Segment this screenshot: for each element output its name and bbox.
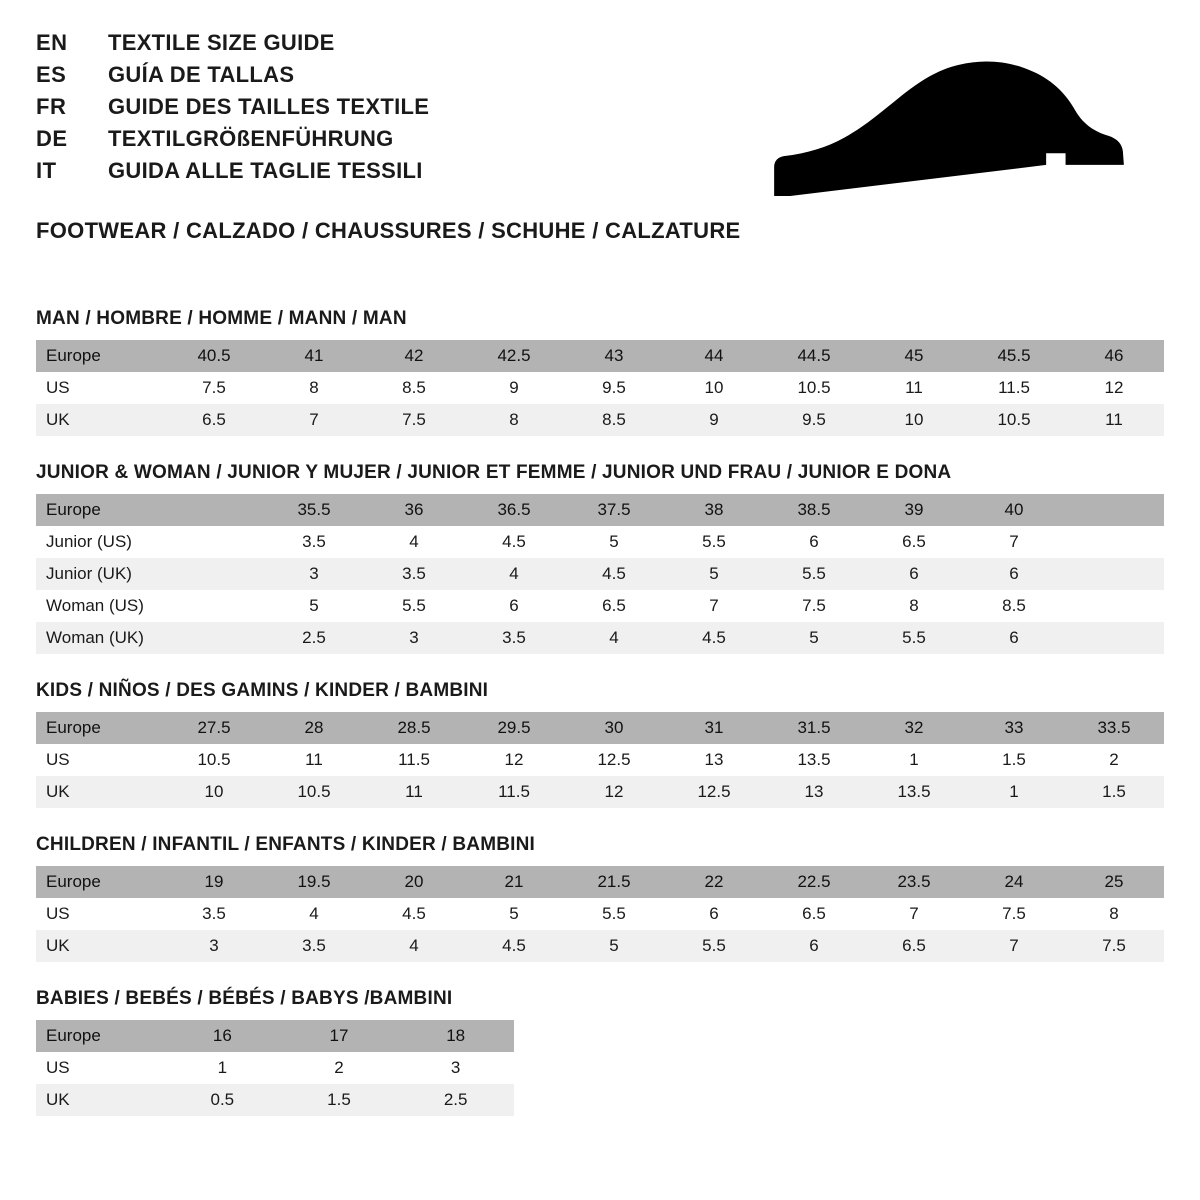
cell: 3.5 — [364, 558, 464, 590]
language-title: TEXTILGRÖßENFÜHRUNG — [108, 126, 394, 151]
cell: 3 — [364, 622, 464, 654]
cell — [164, 558, 264, 590]
cell: 32 — [864, 712, 964, 744]
cell: 42.5 — [464, 340, 564, 372]
cell: 18 — [397, 1020, 514, 1052]
row-label: UK — [36, 404, 164, 436]
cell: 8.5 — [964, 590, 1064, 622]
cell — [1064, 558, 1164, 590]
cell: 0.5 — [164, 1084, 281, 1116]
cell: 31.5 — [764, 712, 864, 744]
language-row — [36, 126, 429, 152]
cell: 17 — [281, 1020, 398, 1052]
table-row — [36, 744, 1164, 776]
cell: 16 — [164, 1020, 281, 1052]
cell — [1064, 494, 1164, 526]
cell: 8 — [1064, 898, 1164, 930]
cell: 5.5 — [764, 558, 864, 590]
row-label: Europe — [36, 866, 164, 898]
cell: 5 — [564, 930, 664, 962]
cell: 3 — [397, 1052, 514, 1084]
cell: 24 — [964, 866, 1064, 898]
cell: 1 — [164, 1052, 281, 1084]
cell: 5 — [264, 590, 364, 622]
cell: 6.5 — [164, 404, 264, 436]
table-row — [36, 1052, 514, 1084]
table-row — [36, 898, 1164, 930]
cell: 5 — [564, 526, 664, 558]
cell — [1064, 590, 1164, 622]
cell — [164, 622, 264, 654]
section-kids — [36, 680, 1164, 808]
cell: 5 — [464, 898, 564, 930]
language-row — [36, 158, 429, 184]
cell: 39 — [864, 494, 964, 526]
table-row — [36, 526, 1164, 558]
size-table — [36, 1020, 514, 1116]
row-label: UK — [36, 930, 164, 962]
language-title: GUÍA DE TALLAS — [108, 62, 295, 87]
cell: 12.5 — [664, 776, 764, 808]
cell: 46 — [1064, 340, 1164, 372]
cell: 36.5 — [464, 494, 564, 526]
cell: 11.5 — [364, 744, 464, 776]
cell: 9 — [464, 372, 564, 404]
cell: 6 — [464, 590, 564, 622]
cell — [1064, 526, 1164, 558]
table-row — [36, 494, 1164, 526]
cell: 4 — [364, 526, 464, 558]
cell: 7 — [964, 526, 1064, 558]
table-row — [36, 340, 1164, 372]
cell: 3.5 — [464, 622, 564, 654]
table-row — [36, 930, 1164, 962]
section-title: CHILDREN / INFANTIL / ENFANTS / KINDER / BAMBINI — [36, 834, 536, 855]
language-row — [36, 94, 429, 120]
cell: 1 — [864, 744, 964, 776]
cell: 43 — [564, 340, 664, 372]
cell: 23.5 — [864, 866, 964, 898]
row-label: Europe — [36, 1020, 164, 1052]
section-babies — [36, 988, 1164, 1116]
table-row — [36, 866, 1164, 898]
language-row — [36, 30, 429, 56]
language-code: FR — [36, 94, 67, 119]
category-title: FOOTWEAR / CALZADO / CHAUSSURES / SCHUHE / CALZATURE — [36, 218, 741, 243]
language-row — [36, 62, 429, 88]
cell: 1.5 — [281, 1084, 398, 1116]
cell: 1.5 — [964, 744, 1064, 776]
cell: 2 — [281, 1052, 398, 1084]
table-row — [36, 776, 1164, 808]
cell: 7.5 — [364, 404, 464, 436]
size-table — [36, 712, 1164, 808]
cell: 21 — [464, 866, 564, 898]
row-label: Europe — [36, 340, 164, 372]
cell: 13 — [664, 744, 764, 776]
header — [36, 30, 1164, 196]
cell: 11.5 — [464, 776, 564, 808]
language-title: TEXTILE SIZE GUIDE — [108, 30, 335, 55]
cell: 2.5 — [264, 622, 364, 654]
cell: 42 — [364, 340, 464, 372]
section-children — [36, 834, 1164, 962]
cell: 11 — [264, 744, 364, 776]
cell: 3.5 — [164, 898, 264, 930]
language-title: GUIDE DES TAILLES TEXTILE — [108, 94, 430, 119]
cell: 31 — [664, 712, 764, 744]
cell: 36 — [364, 494, 464, 526]
cell: 4 — [564, 622, 664, 654]
cell: 7 — [964, 930, 1064, 962]
cell: 4 — [364, 930, 464, 962]
table-row — [36, 1020, 514, 1052]
row-label: Junior (US) — [36, 526, 164, 558]
cell: 28.5 — [364, 712, 464, 744]
cell: 45.5 — [964, 340, 1064, 372]
cell: 12 — [564, 776, 664, 808]
cell: 8 — [464, 404, 564, 436]
cell: 22.5 — [764, 866, 864, 898]
cell: 4.5 — [464, 526, 564, 558]
cell: 8.5 — [364, 372, 464, 404]
cell: 29.5 — [464, 712, 564, 744]
table-row — [36, 404, 1164, 436]
cell: 10.5 — [764, 372, 864, 404]
cell: 10.5 — [164, 744, 264, 776]
row-label: US — [36, 898, 164, 930]
cell: 6.5 — [864, 930, 964, 962]
cell: 7 — [264, 404, 364, 436]
cell: 4 — [264, 898, 364, 930]
row-label: US — [36, 372, 164, 404]
cell: 22 — [664, 866, 764, 898]
table-row — [36, 372, 1164, 404]
cell: 44.5 — [764, 340, 864, 372]
size-table — [36, 494, 1164, 654]
cell: 3.5 — [264, 526, 364, 558]
row-label: UK — [36, 776, 164, 808]
cell: 19 — [164, 866, 264, 898]
cell: 5.5 — [364, 590, 464, 622]
language-code: IT — [36, 158, 57, 183]
cell: 20 — [364, 866, 464, 898]
cell: 27.5 — [164, 712, 264, 744]
cell: 9 — [664, 404, 764, 436]
row-label: Europe — [36, 712, 164, 744]
cell: 6.5 — [764, 898, 864, 930]
cell: 13.5 — [864, 776, 964, 808]
cell: 10 — [864, 404, 964, 436]
cell: 8 — [264, 372, 364, 404]
language-code: EN — [36, 30, 68, 55]
cell — [164, 526, 264, 558]
cell: 25 — [1064, 866, 1164, 898]
cell: 10 — [664, 372, 764, 404]
section-title: JUNIOR & WOMAN / JUNIOR Y MUJER / JUNIOR ET FEMME / JUNIOR UND FRAU / JUNIOR E DONA — [36, 462, 952, 483]
table-row — [36, 622, 1164, 654]
cell: 40 — [964, 494, 1064, 526]
cell: 6 — [964, 558, 1064, 590]
cell: 2 — [1064, 744, 1164, 776]
cell: 30 — [564, 712, 664, 744]
cell: 7.5 — [764, 590, 864, 622]
cell: 5.5 — [864, 622, 964, 654]
cell: 4.5 — [564, 558, 664, 590]
cell: 7 — [664, 590, 764, 622]
cell: 4.5 — [364, 898, 464, 930]
cell: 38.5 — [764, 494, 864, 526]
cell: 12 — [464, 744, 564, 776]
table-row — [36, 558, 1164, 590]
language-code: ES — [36, 62, 67, 87]
cell: 10.5 — [264, 776, 364, 808]
cell: 33.5 — [1064, 712, 1164, 744]
section-junior-woman — [36, 462, 1164, 654]
cell: 5 — [764, 622, 864, 654]
row-label: US — [36, 1052, 164, 1084]
cell: 28 — [264, 712, 364, 744]
table-row — [36, 712, 1164, 744]
cell: 6 — [764, 526, 864, 558]
size-table — [36, 866, 1164, 962]
table-row — [36, 1084, 514, 1116]
cell: 5.5 — [664, 526, 764, 558]
cell: 41 — [264, 340, 364, 372]
cell: 12.5 — [564, 744, 664, 776]
row-label: UK — [36, 1084, 164, 1116]
cell: 11.5 — [964, 372, 1064, 404]
cell: 6 — [664, 898, 764, 930]
cell: 3 — [164, 930, 264, 962]
cell: 19.5 — [264, 866, 364, 898]
cell: 2.5 — [397, 1084, 514, 1116]
cell: 6 — [864, 558, 964, 590]
cell: 6 — [964, 622, 1064, 654]
cell: 7.5 — [964, 898, 1064, 930]
row-label: Woman (US) — [36, 590, 164, 622]
cell: 33 — [964, 712, 1064, 744]
cell: 6.5 — [864, 526, 964, 558]
cell: 44 — [664, 340, 764, 372]
cell: 3.5 — [264, 930, 364, 962]
cell: 8.5 — [564, 404, 664, 436]
cell: 21.5 — [564, 866, 664, 898]
row-label: Woman (UK) — [36, 622, 164, 654]
cell: 5.5 — [564, 898, 664, 930]
cell: 6.5 — [564, 590, 664, 622]
cell — [164, 494, 264, 526]
cell: 1.5 — [1064, 776, 1164, 808]
cell: 9.5 — [764, 404, 864, 436]
cell: 7.5 — [1064, 930, 1164, 962]
language-title: GUIDA ALLE TAGLIE TESSILI — [108, 158, 423, 183]
cell: 7 — [864, 898, 964, 930]
section-title: MAN / HOMBRE / HOMME / MANN / MAN — [36, 308, 407, 329]
cell: 40.5 — [164, 340, 264, 372]
cell: 13.5 — [764, 744, 864, 776]
language-list — [36, 30, 429, 190]
section-title: KIDS / NIÑOS / DES GAMINS / KINDER / BAMBINI — [36, 680, 489, 701]
cell: 11 — [364, 776, 464, 808]
cell: 13 — [764, 776, 864, 808]
cell: 10 — [164, 776, 264, 808]
cell: 1 — [964, 776, 1064, 808]
cell: 8 — [864, 590, 964, 622]
table-row — [36, 590, 1164, 622]
cell: 6 — [764, 930, 864, 962]
cell: 4 — [464, 558, 564, 590]
cell: 4.5 — [464, 930, 564, 962]
cell — [164, 590, 264, 622]
cell: 11 — [864, 372, 964, 404]
row-label: Junior (UK) — [36, 558, 164, 590]
cell: 4.5 — [664, 622, 764, 654]
dress-shoe-icon — [774, 60, 1134, 196]
cell — [1064, 622, 1164, 654]
cell: 45 — [864, 340, 964, 372]
row-label: US — [36, 744, 164, 776]
cell: 9.5 — [564, 372, 664, 404]
language-code: DE — [36, 126, 68, 151]
cell: 7.5 — [164, 372, 264, 404]
section-title: BABIES / BEBÉS / BÉBÉS / BABYS /BAMBINI — [36, 988, 453, 1009]
cell: 12 — [1064, 372, 1164, 404]
size-sections — [36, 308, 1164, 1116]
row-label: Europe — [36, 494, 164, 526]
cell: 11 — [1064, 404, 1164, 436]
section-man — [36, 308, 1164, 436]
cell: 5 — [664, 558, 764, 590]
size-table — [36, 340, 1164, 436]
cell: 35.5 — [264, 494, 364, 526]
cell: 3 — [264, 558, 364, 590]
cell: 37.5 — [564, 494, 664, 526]
cell: 10.5 — [964, 404, 1064, 436]
cell: 5.5 — [664, 930, 764, 962]
cell: 38 — [664, 494, 764, 526]
